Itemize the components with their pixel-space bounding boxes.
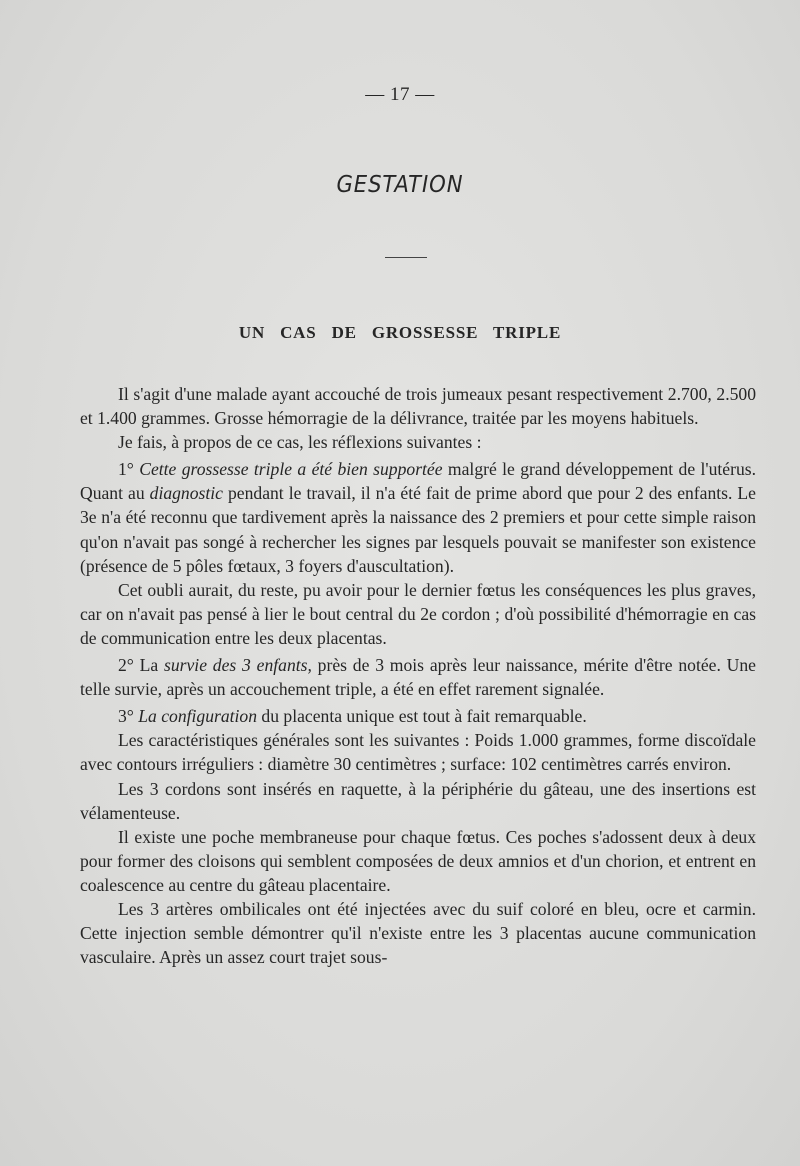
- paragraph-text: pendant le travail, il n'a été fait de prime abord que pour 2 des enfants. Le 3e n'a été reconnu que tardivement après la naissance des 2 premiers et pour cette simple raison qu'on n'avait pas songé à rechercher les signes par lesquels pouvait se manifester son existence (présence de 5 pôles fœtaux, 3 foyers d'auscultation).: [80, 483, 756, 576]
- article-title: UN CAS DE GROSSESSE TRIPLE: [238, 323, 562, 342]
- paragraph-5: [80, 653, 756, 701]
- paragraph-9: Il existe une poche membraneuse pour chaque fœtus. Ces poches s'adossent deux à deux pour former des cloisons qui semblent composées de deux amnios et d'un chorion, et entrent en coalescence au centre du gâteau placentaire.: [80, 826, 756, 895]
- list-number: 1°: [118, 459, 140, 480]
- body-text: [80, 382, 756, 969]
- paragraph-4: Cet oubli aurait, du reste, pu avoir pour le dernier fœtus les conséquences les plus graves, car on n'avait pas pensé à lier le bout central du 2e cordon ; d'où possibilité d'hémorragie en cas de communication entre les deux placentas.: [80, 579, 756, 648]
- paragraph-10: Les 3 artères ombilicales ont été injectées avec du suif coloré en bleu, ocre et carmin. Cette injection semble démontrer qu'il n'existe entre les 3 placentas aucune communication vasculaire. Après un assez court trajet sous-: [80, 898, 756, 968]
- section-title: GESTATION: [336, 172, 464, 198]
- paragraph-3: [80, 457, 756, 577]
- paragraph-6: [80, 704, 756, 728]
- emphasis: La configuration: [138, 706, 258, 727]
- list-number: 3°: [118, 706, 139, 727]
- paragraph-8: Les 3 cordons sont insérés en raquette, à la périphérie du gâteau, une des insertions est vélamenteuse.: [80, 778, 756, 823]
- emphasis: Cette grossesse triple a été bien supportée: [139, 459, 443, 480]
- paragraph-text: près de 3 mois après leur naissance, mérite d'être notée. Une telle survie, après un accouchement triple, a été en effet rarement signalée.: [80, 655, 756, 700]
- paragraph-1: Il s'agit d'une malade ayant accouché de trois jumeaux pesant respectivement 2.700, 2.500 et 1.400 grammes. Grosse hémorragie de la délivrance, traitée par les moyens habituels.: [80, 384, 756, 429]
- paragraph-text: malgré le grand développement de l'utérus. Quant au: [80, 459, 756, 504]
- paragraph-2: Je fais, à propos de ce cas, les réflexions suivantes :: [118, 432, 482, 453]
- page-number: — 17 —: [365, 84, 435, 105]
- emphasis: diagnostic: [149, 483, 223, 504]
- paragraph-7: Les caractéristiques générales sont les suivantes : Poids 1.000 grammes, forme discoïdale avec contours irréguliers : diamètre 30 centimètres ; surface: 102 centimètres carrés environ.: [80, 730, 756, 775]
- paragraph-text: du placenta unique est tout à fait remarquable.: [257, 706, 587, 727]
- title-divider: [385, 257, 427, 258]
- emphasis: survie des 3 enfants,: [164, 655, 312, 676]
- list-number: 2° La: [118, 655, 164, 676]
